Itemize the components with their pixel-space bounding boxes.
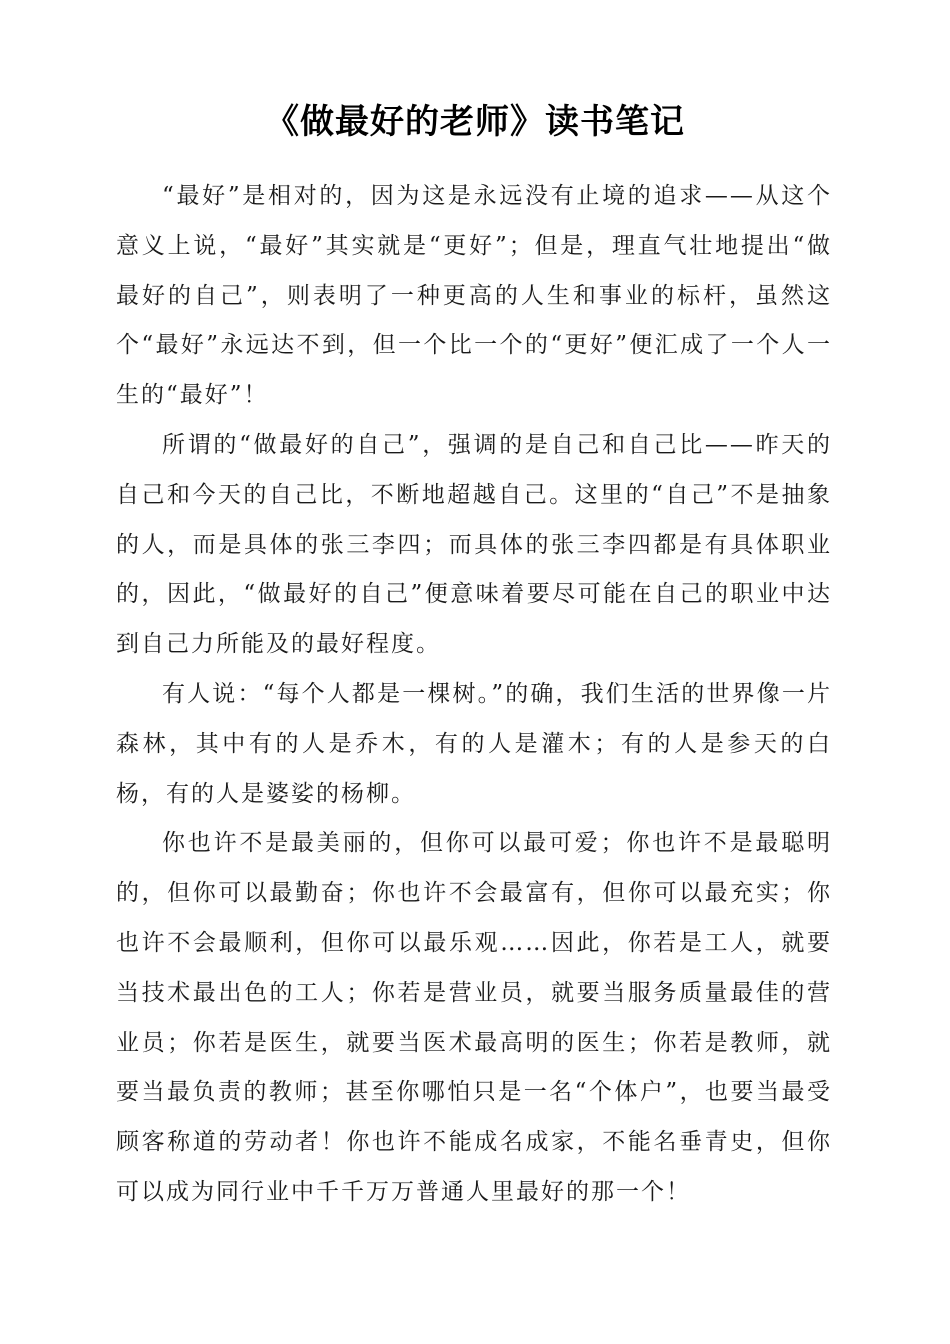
paragraph-1: “最好”是相对的，因为这是永远没有止境的追求——从这个意义上说，“最好”其实就是“更好”；但是，理直气壮地提出“做最好的自己”，则表明了一种更高的人生和事业的标杆，虽然这个“最好”永远达不到，但一个比一个的“更好”便汇成了一个人一生的“最好”！ — [116, 183, 832, 409]
paragraph-3: 有人说：“每个人都是一棵树。”的确，我们生活的世界像一片森林，其中有的人是乔木，有的人是灌木；有的人是参天的白杨，有的人是婆娑的杨柳。 — [116, 680, 832, 807]
document-title: 《做最好的老师》读书笔记 — [265, 102, 685, 142]
paragraph-4: 你也许不是最美丽的，但你可以最可爱；你也许不是最聪明的，但你可以最勤奋；你也许不会最富有，但你可以最充实；你也许不会最顺利，但你可以最乐观……因此，你若是工人，就要当技术最出色的工人；你若是营业员，就要当服务质量最佳的营业员；你若是医生，就要当医术最高明的医生；你若是教师，就要当最负责的教师；甚至你哪怕只是一名“个体户”，也要当最受顾客称道的劳动者！你也许不能成名成家，不能名垂青史，但你可以成为同行业中千千万万普通人里最好的那一个！ — [116, 830, 832, 1205]
document-body — [116, 172, 832, 1218]
paragraph-2: 所谓的“做最好的自己”，强调的是自己和自己比——昨天的自己和今天的自己比，不断地超越自己。这里的“自己”不是抽象的人，而是具体的张三李四；而具体的张三李四都是有具体职业的，因此，“做最好的自己”便意味着要尽可能在自己的职业中达到自己力所能及的最好程度。 — [116, 431, 832, 658]
